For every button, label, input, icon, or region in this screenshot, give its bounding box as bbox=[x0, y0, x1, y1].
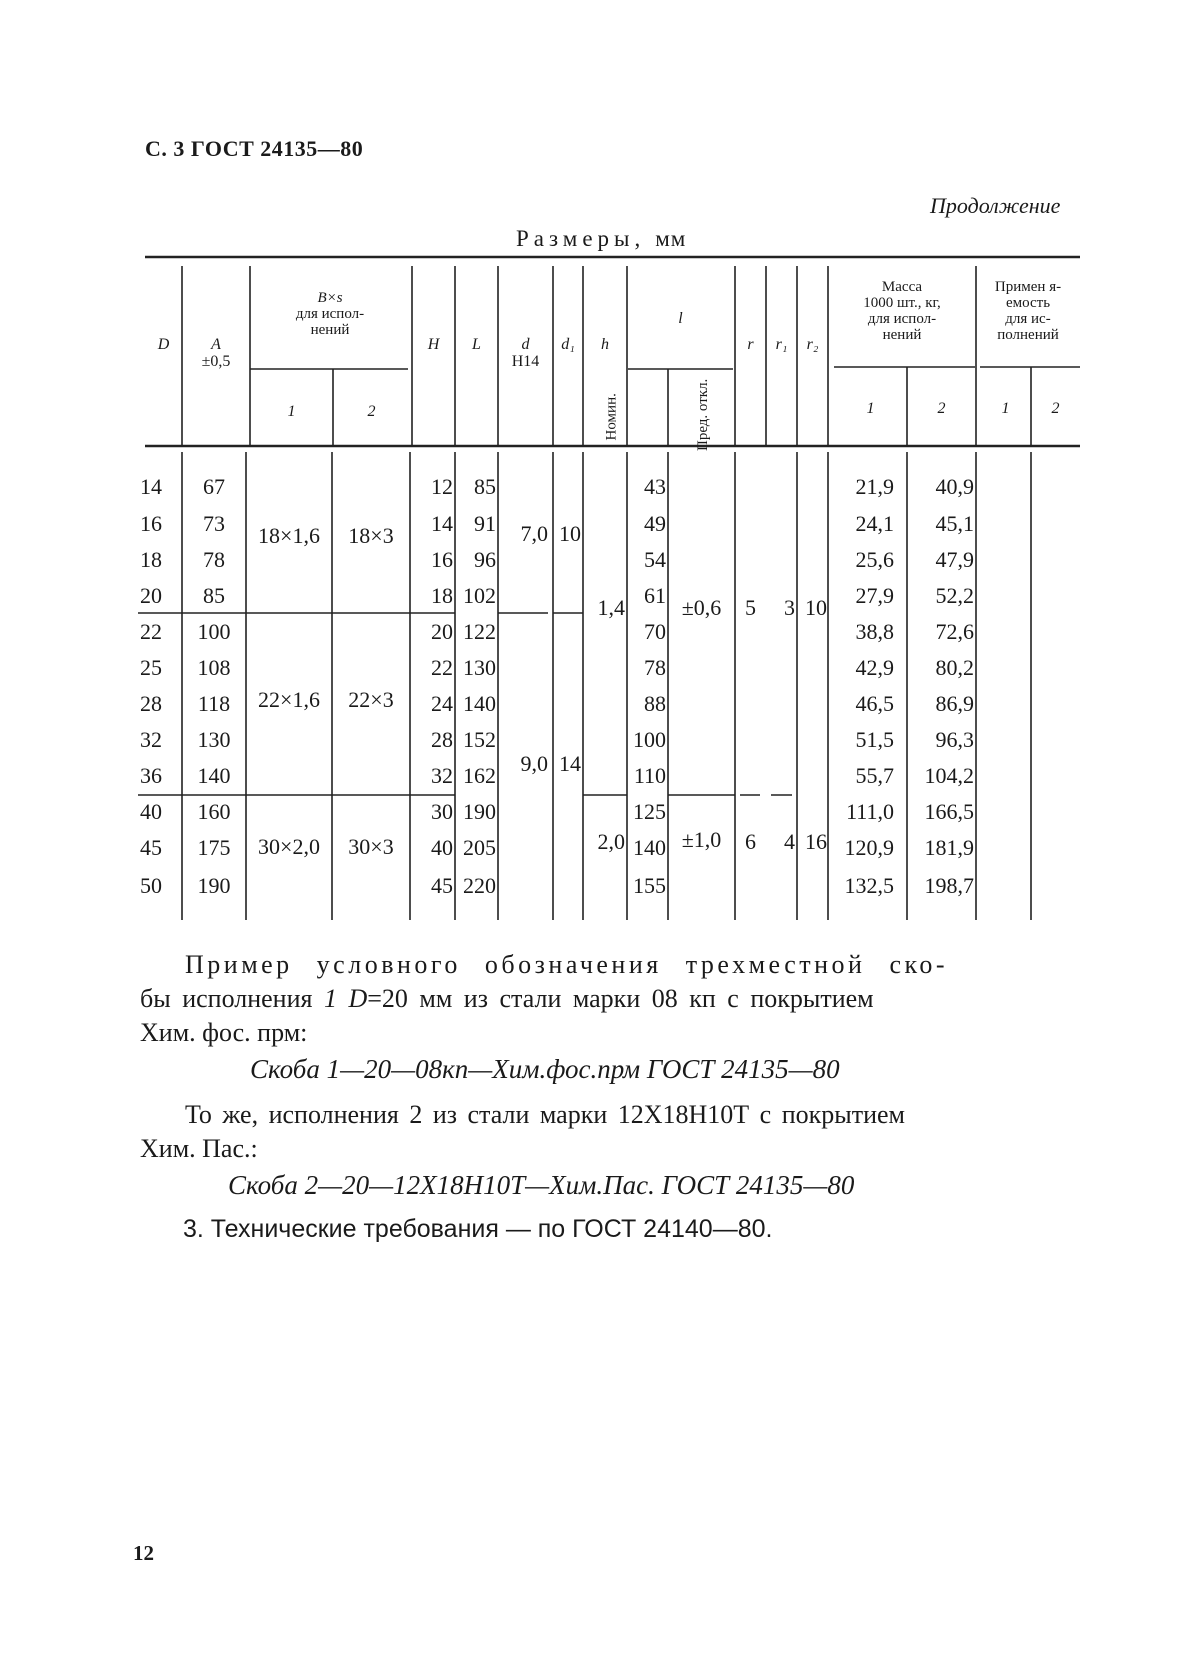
r-group-1: 5 bbox=[745, 595, 756, 620]
cell-mass-1-row-9: 55,7 bbox=[855, 763, 894, 788]
example2-line1: То же, исполнения 2 из стали марки 12Х18Н10Т с покрытием bbox=[185, 1100, 906, 1129]
example-intro-line2-c: =20 мм из стали марки 08 кп с покрытием bbox=[367, 984, 874, 1013]
d-group-2: 9,0 bbox=[520, 751, 548, 776]
cell-D-row-5: 22 bbox=[140, 619, 162, 644]
cell-H-row-6: 22 bbox=[431, 655, 453, 680]
header-d-fit: H14 bbox=[511, 353, 540, 370]
header-A-tolerance: ±0,5 bbox=[201, 353, 231, 370]
cell-A-row-5: 100 bbox=[197, 619, 231, 644]
cell-H-row-8: 28 bbox=[431, 727, 453, 752]
header-l-nominal: Номин. bbox=[603, 393, 620, 441]
header-d-symbol: d bbox=[521, 336, 530, 353]
cell-A-row-10: 160 bbox=[197, 799, 231, 824]
cell-L-row-10: 190 bbox=[463, 799, 496, 824]
header-r: r bbox=[747, 336, 754, 353]
cell-mass-1-row-3: 25,6 bbox=[855, 547, 894, 572]
cell-H-row-12: 45 bbox=[431, 873, 453, 898]
cell-L-row-4: 102 bbox=[463, 583, 496, 608]
cell-H-row-5: 20 bbox=[431, 619, 453, 644]
cell-H-row-1: 12 bbox=[431, 474, 453, 499]
cell-L-row-3: 96 bbox=[474, 547, 496, 572]
cell-D-row-7: 28 bbox=[140, 691, 162, 716]
header-appl-2: 2 bbox=[1051, 400, 1060, 417]
bs1-group-1: 18×1,6 bbox=[258, 523, 320, 548]
bs2-group-3: 30×3 bbox=[348, 834, 394, 859]
r-group-2: 6 bbox=[745, 829, 756, 854]
h-group-2: 2,0 bbox=[597, 829, 625, 854]
cell-L-row-11: 205 bbox=[463, 835, 496, 860]
cell-mass-1-row-10: 111,0 bbox=[846, 799, 894, 824]
cell-A-row-4: 85 bbox=[203, 583, 225, 608]
header-D: D bbox=[157, 336, 170, 353]
cell-D-row-4: 20 bbox=[140, 583, 162, 608]
cell-mass-2-row-1: 40,9 bbox=[935, 474, 974, 499]
cell-A-row-12: 190 bbox=[197, 873, 231, 898]
cell-l-nominal-row-10: 125 bbox=[633, 799, 666, 824]
page-number: 12 bbox=[133, 1541, 154, 1565]
cell-mass-2-row-8: 96,3 bbox=[935, 727, 974, 752]
cell-mass-2-row-12: 198,7 bbox=[924, 873, 974, 898]
bs1-group-3: 30×2,0 bbox=[258, 834, 320, 859]
cell-l-nominal-row-11: 140 bbox=[633, 835, 666, 860]
header-d1: d₁ bbox=[561, 336, 575, 353]
cell-mass-1-row-12: 132,5 bbox=[844, 873, 894, 898]
technical-requirements: 3. Технические требования — по ГОСТ 24140—80. bbox=[183, 1215, 773, 1243]
caption-text: Размеры, bbox=[516, 226, 646, 251]
cell-mass-2-row-11: 181,9 bbox=[924, 835, 974, 860]
cell-L-row-6: 130 bbox=[463, 655, 496, 680]
cell-mass-1-row-8: 51,5 bbox=[855, 727, 894, 752]
header-mass-2: 2 bbox=[937, 400, 946, 417]
header-A-symbol: A bbox=[211, 336, 221, 353]
cell-mass-2-row-9: 104,2 bbox=[924, 763, 974, 788]
cell-L-row-2: 91 bbox=[474, 511, 496, 536]
header-l-deviation: Пред. откл. bbox=[695, 378, 711, 451]
d-group-1: 7,0 bbox=[520, 521, 548, 546]
bs2-group-2: 22×3 bbox=[348, 687, 394, 712]
cell-mass-2-row-4: 52,2 bbox=[935, 583, 974, 608]
cell-A-row-2: 73 bbox=[203, 511, 225, 536]
cell-L-row-7: 140 bbox=[463, 691, 496, 716]
cell-l-nominal-row-6: 78 bbox=[644, 655, 666, 680]
l-deviation-group-1: ±0,6 bbox=[681, 595, 722, 620]
cell-A-row-6: 108 bbox=[197, 655, 231, 680]
header-Bs-2: 2 bbox=[367, 403, 376, 420]
page-header: С. 3 ГОСТ 24135—80 bbox=[145, 136, 364, 161]
cell-mass-2-row-2: 45,1 bbox=[935, 511, 974, 536]
cell-mass-1-row-7: 46,5 bbox=[855, 691, 894, 716]
example-intro-line1: Пример условного обозначения трехместной ско- bbox=[185, 950, 948, 979]
cell-H-row-9: 32 bbox=[431, 763, 453, 788]
r2-group-1: 10 bbox=[805, 595, 827, 620]
header-H: H bbox=[427, 336, 440, 353]
cell-H-row-11: 40 bbox=[431, 835, 453, 860]
header-Bs-symbol: B×s bbox=[317, 290, 343, 306]
header-appl-line3: для ис- bbox=[1005, 311, 1051, 327]
cell-mass-2-row-6: 80,2 bbox=[935, 655, 974, 680]
header-Bs-line3: нений bbox=[310, 322, 350, 338]
cell-mass-1-row-5: 38,8 bbox=[855, 619, 894, 644]
header-Bs-1: 1 bbox=[287, 403, 296, 420]
cell-D-row-8: 32 bbox=[140, 727, 162, 752]
cell-l-nominal-row-3: 54 bbox=[644, 547, 666, 572]
bs1-group-2: 22×1,6 bbox=[258, 687, 320, 712]
designation-example-2: Скоба 2—20—12Х18Н10Т—Хим.Пас. ГОСТ 24135—80 bbox=[228, 1170, 855, 1200]
cell-l-nominal-row-9: 110 bbox=[633, 763, 666, 788]
header-mass bbox=[828, 279, 976, 343]
cell-H-row-4: 18 bbox=[431, 583, 453, 608]
continuation-label: Продолжение bbox=[930, 193, 1061, 218]
example-intro-line2-a: бы исполнения bbox=[140, 984, 313, 1013]
header-mass-line3: для испол- bbox=[867, 311, 937, 327]
header-Bs-line2: для испол- bbox=[295, 306, 365, 322]
r1-group-1: 3 bbox=[784, 595, 795, 620]
cell-mass-2-row-3: 47,9 bbox=[935, 547, 974, 572]
cell-H-row-3: 16 bbox=[431, 547, 453, 572]
header-mass-1: 1 bbox=[866, 400, 875, 417]
cell-D-row-3: 18 bbox=[140, 547, 162, 572]
header-r1: r₁ bbox=[775, 336, 788, 353]
header-l-deviation-cell bbox=[668, 372, 735, 451]
cell-L-row-5: 122 bbox=[463, 619, 496, 644]
header-mass-line4: нений bbox=[882, 327, 922, 343]
example-intro-line2 bbox=[140, 982, 1085, 1016]
cell-mass-1-row-11: 120,9 bbox=[844, 835, 894, 860]
header-appl-line1: Примен я- bbox=[994, 279, 1062, 295]
cell-D-row-1: 14 bbox=[140, 474, 162, 499]
cell-mass-1-row-1: 21,9 bbox=[855, 474, 894, 499]
cell-L-row-8: 152 bbox=[463, 727, 496, 752]
example2-line2: Хим. Пас.: bbox=[140, 1134, 258, 1163]
cell-L-row-9: 162 bbox=[463, 763, 496, 788]
cell-D-row-2: 16 bbox=[140, 511, 162, 536]
cell-A-row-7: 118 bbox=[197, 691, 231, 716]
cell-mass-1-row-2: 24,1 bbox=[855, 511, 894, 536]
cell-mass-2-row-5: 72,6 bbox=[935, 619, 974, 644]
cell-A-row-1: 67 bbox=[203, 474, 225, 499]
header-appl-line4: полнений bbox=[997, 327, 1059, 343]
l-deviation-group-2: ±1,0 bbox=[681, 827, 722, 852]
d1-group-2: 14 bbox=[559, 751, 581, 776]
h-group-1: 1,4 bbox=[597, 595, 625, 620]
header-d bbox=[498, 336, 553, 370]
r2-group-2: 16 bbox=[805, 829, 827, 854]
r1-group-2: 4 bbox=[784, 829, 795, 854]
cell-A-row-9: 140 bbox=[197, 763, 231, 788]
cell-D-row-12: 50 bbox=[140, 873, 162, 898]
cell-l-nominal-row-12: 155 bbox=[633, 873, 666, 898]
header-appl-1: 1 bbox=[1001, 400, 1010, 417]
header-r2: r₂ bbox=[806, 336, 819, 353]
cell-D-row-11: 45 bbox=[140, 835, 162, 860]
cell-A-row-11: 175 bbox=[197, 835, 231, 860]
header-L: L bbox=[472, 336, 481, 353]
cell-mass-1-row-6: 42,9 bbox=[855, 655, 894, 680]
bs2-group-1: 18×3 bbox=[348, 523, 394, 548]
cell-mass-2-row-10: 166,5 bbox=[924, 799, 974, 824]
cell-l-nominal-row-8: 100 bbox=[633, 727, 666, 752]
cell-A-row-3: 78 bbox=[203, 547, 225, 572]
cell-L-row-12: 220 bbox=[463, 873, 496, 898]
cell-l-nominal-row-1: 43 bbox=[644, 474, 666, 499]
cell-l-nominal-row-4: 61 bbox=[644, 583, 666, 608]
header-l: l bbox=[678, 310, 683, 327]
example-intro-line2-b: 1 D bbox=[323, 984, 368, 1013]
cell-H-row-7: 24 bbox=[431, 691, 453, 716]
cell-l-nominal-row-7: 88 bbox=[644, 691, 666, 716]
cell-mass-2-row-7: 86,9 bbox=[935, 691, 974, 716]
caption-unit: мм bbox=[655, 226, 687, 251]
header-h: h bbox=[601, 336, 609, 353]
cell-D-row-10: 40 bbox=[140, 799, 162, 824]
d1-group-1: 10 bbox=[559, 521, 581, 546]
cell-A-row-8: 130 bbox=[197, 727, 231, 752]
cell-H-row-10: 30 bbox=[431, 799, 453, 824]
cell-l-nominal-row-5: 70 bbox=[644, 619, 666, 644]
example-intro-line3: Хим. фос. прм: bbox=[140, 1018, 308, 1047]
header-A bbox=[182, 336, 250, 370]
header-mass-line1: Масса bbox=[881, 279, 923, 295]
header-mass-line2: 1000 шт., кг, bbox=[863, 295, 941, 311]
cell-H-row-2: 14 bbox=[431, 511, 453, 536]
cell-L-row-1: 85 bbox=[474, 474, 496, 499]
cell-D-row-9: 36 bbox=[140, 763, 162, 788]
header-appl-line2: емость bbox=[1005, 295, 1051, 311]
cell-l-nominal-row-2: 49 bbox=[644, 511, 666, 536]
cell-D-row-6: 25 bbox=[140, 655, 162, 680]
designation-example-1: Скоба 1—20—08кп—Хим.фос.прм ГОСТ 24135—80 bbox=[250, 1054, 840, 1084]
cell-mass-1-row-4: 27,9 bbox=[855, 583, 894, 608]
header-Bs bbox=[250, 290, 410, 338]
header-applicability bbox=[976, 279, 1080, 343]
